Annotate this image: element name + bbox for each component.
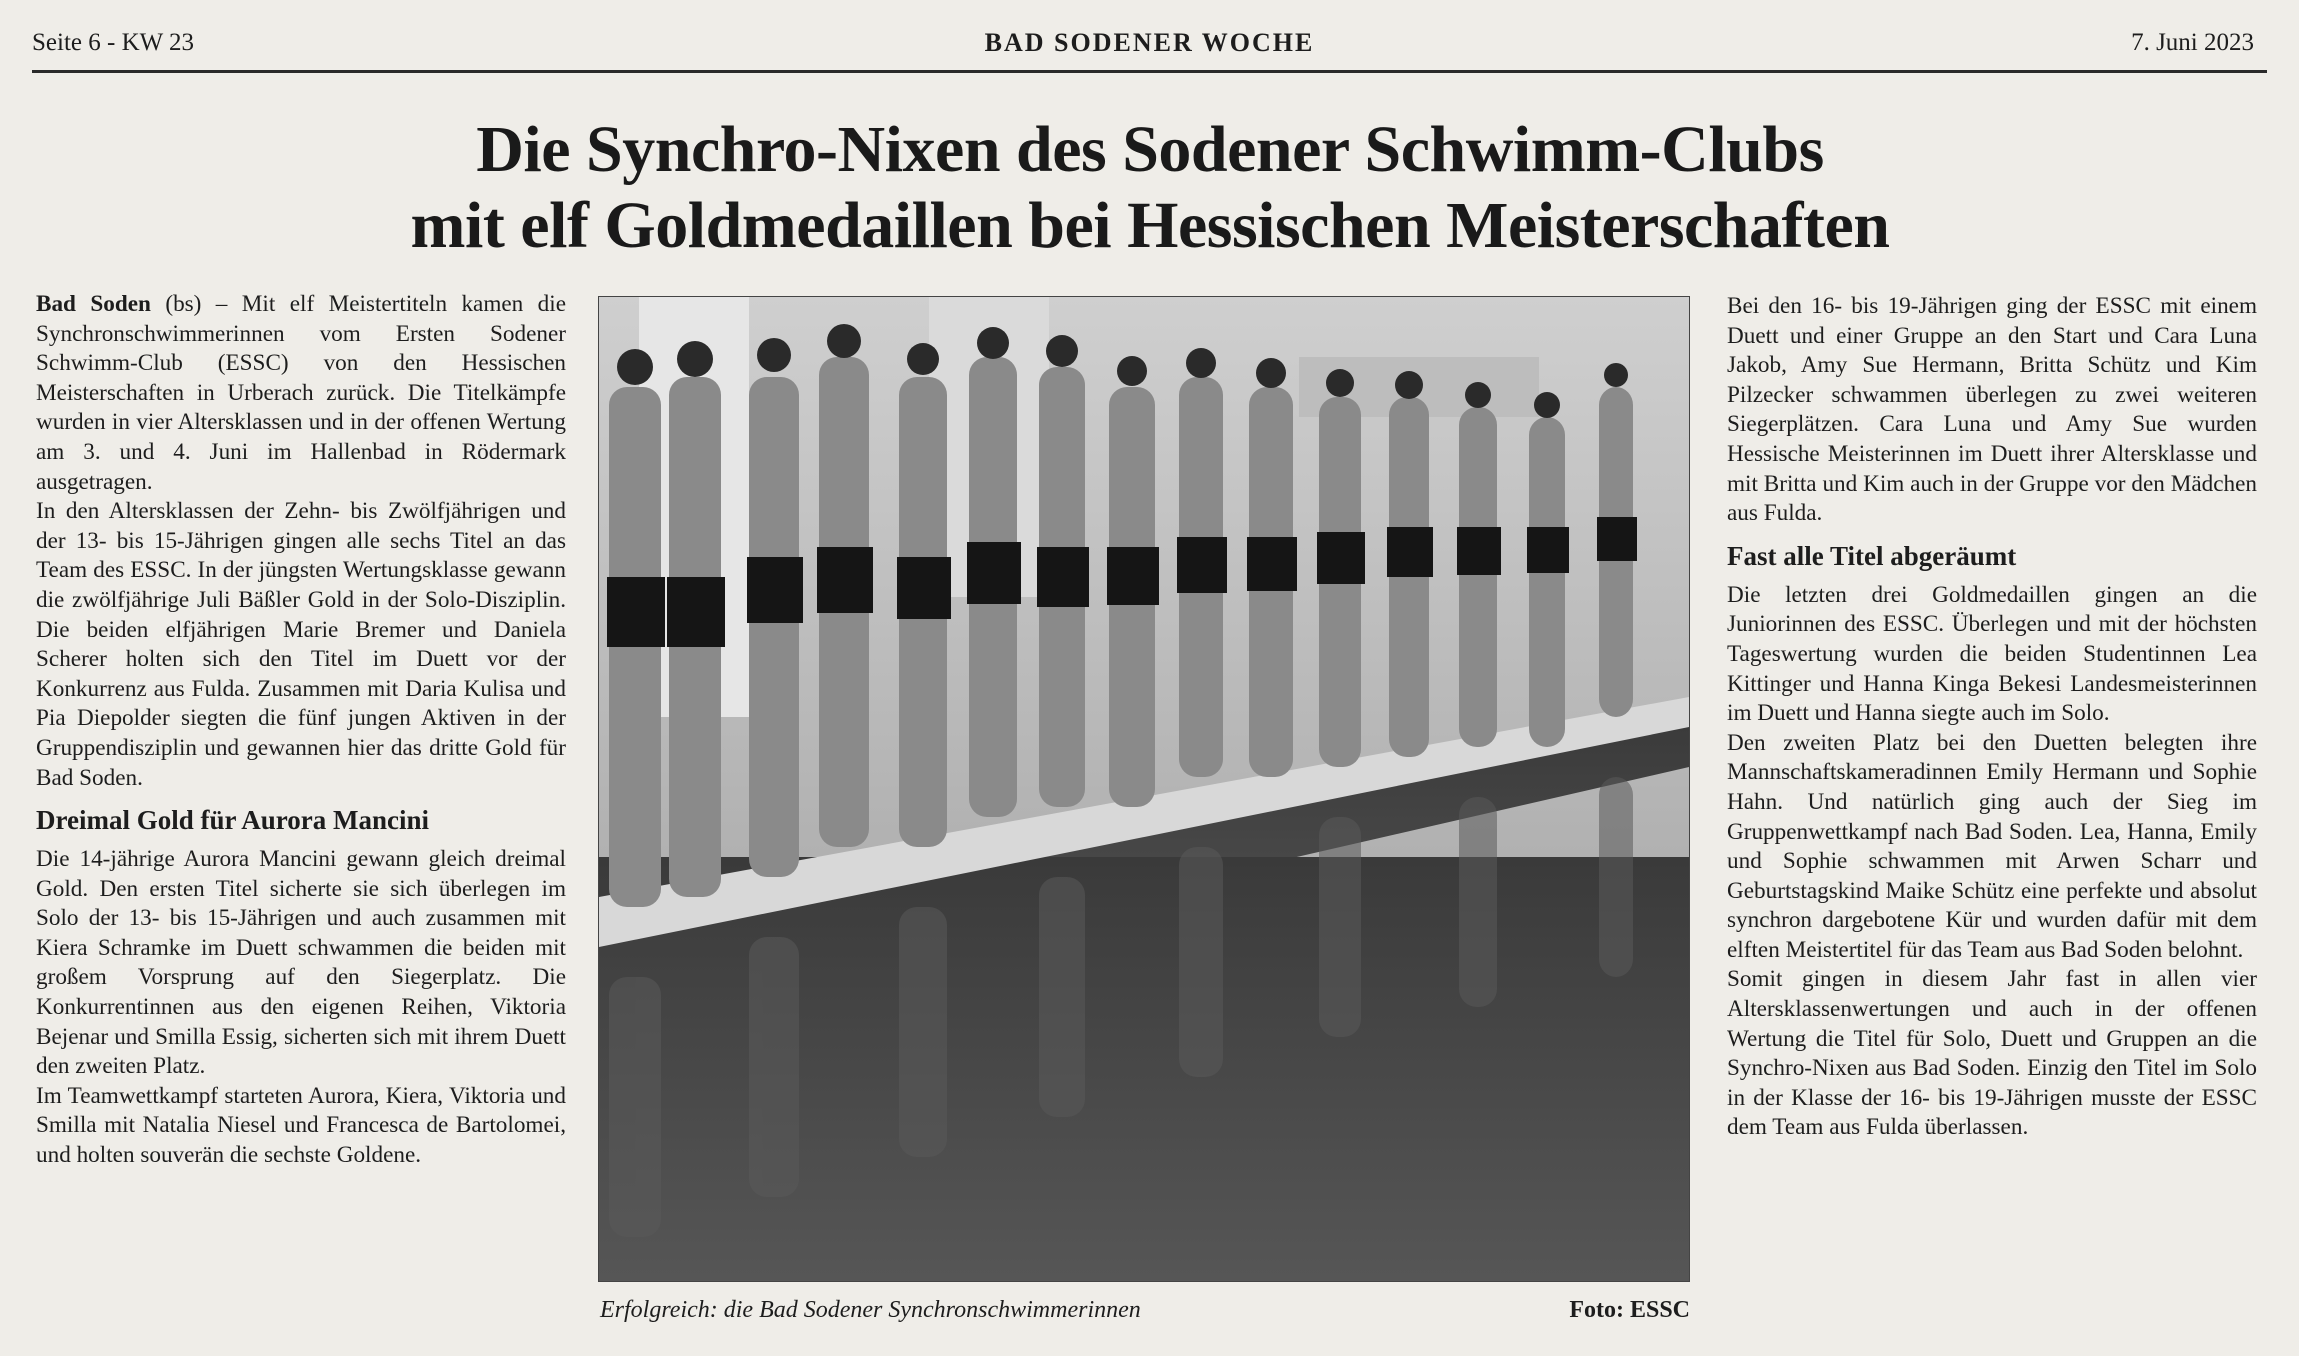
paragraph-text: (bs) – Mit elf Meistertiteln kamen die Synchronschwimmerinnen vom Ersten Sodener Schwimm-Club (ESSC) von den Hessischen Meisterschaften in Urberach zurück. Die Titelkämpfe wurden in vier Altersklassen und in der offenen Wertung am 3. und 4. Juni im Hallenbad in Rödermark ausgetragen. [36,291,567,495]
paragraph: Die 14-jährige Aurora Mancini gewann gleich dreimal Gold. Den ersten Titel sicherte sie sich überlegen im Solo der 13- bis 15-Jährigen und auch zusammen mit Kiera Schramke im Duett schwammen die beiden mit großem Vorsprung auf den Siegerplatz. Die Konkurrentinnen aus den eigenen Reihen, Viktoria Bejenar und Smilla Essig, sicherten sich mit ihrem Duett den zweiten Platz. [36,846,566,1080]
paragraph: Im Teamwettkampf starteten Aurora, Kiera, Viktoria und Smilla mit Natalia Niesel und Francesca de Bartolomei, und holten souverän die sechste Goldene. [36,1082,566,1169]
caption-text: Erfolgreich: die Bad Sodener Synchronschwimmerinnen [600,1297,1141,1323]
article-headline [40,112,2260,264]
left-column [36,290,566,1171]
issue-date: 7. Juni 2023 [2131,29,2254,56]
right-column [1727,292,2257,1143]
paragraph: Bei den 16- bis 19-Jährigen ging der ESSC mit einem Duett und einer Gruppe an den Start und Cara Luna Jakob, Amy Sue Hermann, Britta Schütz und Kim Pilzecker schwammen überlegen zu zwei weiteren Siegerplätzen. Cara Luna und Amy Sue wurden Hessische Meisterinnen im Duett ihrer Altersklasse und mit Britta und Kim auch in der Gruppe vor den Mädchen aus Fulda. [1727,293,2257,527]
headline-line-2: mit elf Goldmedaillen bei Hessischen Meisterschaften [410,189,1890,262]
header-rule [32,70,2267,73]
page-number: Seite 6 - KW 23 [32,29,195,56]
paragraph: Somit gingen in diesem Jahr fast in allen vier Altersklassenwertungen und auch in der offenen Wertung die Titel für Solo, Duett und Gruppen an die Synchro-Nixen aus Bad Soden. Einzig den Titel im Solo in der Klasse der 16- bis 19-Jährigen musste der ESSC dem Team aus Fulda überlassen. [1727,966,2257,1141]
paragraph: In den Altersklassen der Zehn- bis Zwölfjährigen und der 13- bis 15-Jährigen gingen alle sechs Titel an das Team des ESSC. In der jüngsten Wertungsklasse gewann die zwölfjährige Juli Bäßler Gold in der Solo-Disziplin. Die beiden elfjährigen Marie Bremer und Daniela Scherer holten sich den Titel im Duett vor der Konkurrenz aus Fulda. Zusammen mit Daria Kulisa und Pia Diepolder siegten die fünf jungen Aktiven in der Gruppendisziplin und gewannen hier das dritte Gold für Bad Soden. [36,498,566,791]
paragraph [36,290,566,497]
article-photo [598,296,1690,1282]
photo-caption [600,1296,1690,1324]
paragraph: Die letzten drei Goldmedaillen gingen an die Juniorinnen des ESSC. Überlegen und mit der höchsten Tageswertung wurden die beiden Studentinnen Lea Kittinger und Hanna Kinga Bekesi Landesmeisterinnen im Duett und Hanna siegte auch im Solo. [1727,581,2257,727]
headline-line-1: Die Synchro-Nixen des Sodener Schwimm-Clubs [476,113,1824,186]
subheading: Fast alle Titel abgeräumt [1727,540,2017,571]
subheading: Dreimal Gold für Aurora Mancini [36,805,430,836]
publication-name: BAD SODENER WOCHE [984,28,1315,57]
paragraph: Den zweiten Platz bei den Duetten belegten ihre Mannschaftskameradinnen Emily Hermann und Sophie Hahn. Und natürlich ging auch der Sieg im Gruppenwettkampf nach Bad Soden. Lea, Hanna, Emily und Sophie schwammen mit Arwen Scharr und Geburtstagskind Maike Schütz eine perfekte und absolut synchron dargebotene Kür und wurden dafür mit dem elften Meistertitel für das Team aus Bad Soden belohnt. [1727,729,2257,963]
dateline: Bad Soden [36,291,151,317]
photo-credit: Foto: ESSC [1569,1297,1690,1323]
